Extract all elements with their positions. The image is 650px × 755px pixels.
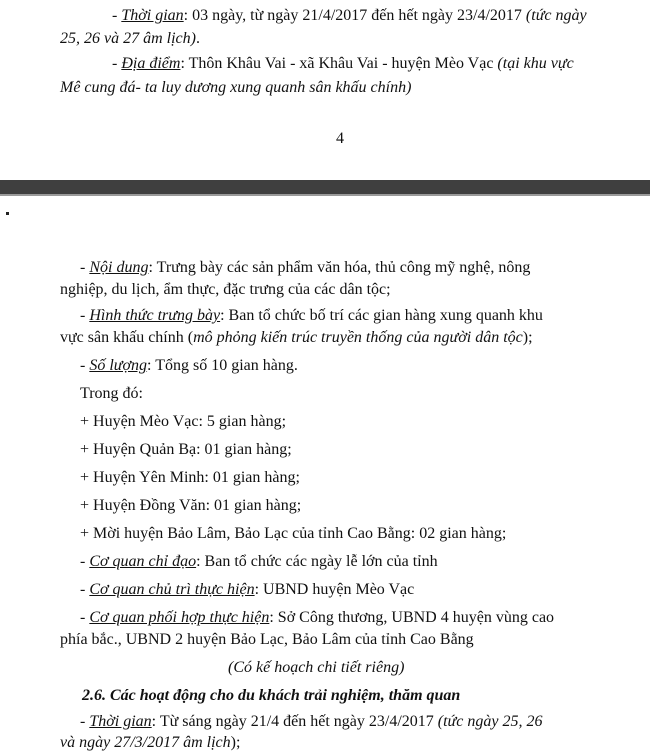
district-item: + Huyện Yên Minh: 01 gian hàng;	[80, 469, 300, 486]
quantity-line: - Số lượng: Tổng số 10 gian hàng.	[80, 357, 298, 374]
district-item: + Huyện Đồng Văn: 01 gian hàng;	[80, 497, 302, 514]
content-label: Nội dung	[89, 259, 149, 276]
time-label: Thời gian	[121, 7, 184, 24]
display-line-2: vực sân khấu chính (mô phỏng kiến trúc truyền thống của người dân tộc);	[60, 329, 533, 346]
district-item: + Huyện Mèo Vạc: 5 gian hàng;	[80, 413, 287, 430]
display-label: Hình thức trưng bày	[89, 307, 221, 324]
executing-label: Cơ quan chủ trì thực hiện	[89, 581, 255, 598]
directing-label: Cơ quan chỉ đạo	[89, 553, 197, 570]
section-heading: 2.6. Các hoạt động cho du khách trải nghiệm, thăm quan	[82, 687, 461, 704]
page-divider	[0, 180, 650, 194]
content-line-2: nghiệp, du lịch, ẩm thực, đặc trưng của các dân tộc;	[60, 281, 391, 298]
district-item: + Mời huyện Bảo Lâm, Bảo Lạc của tỉnh Cao Bằng: 02 gian hàng;	[80, 525, 507, 542]
coordinating-label: Cơ quan phối hợp thực hiện	[89, 609, 270, 626]
district-item: + Huyện Quản Bạ: 01 gian hàng;	[80, 441, 292, 458]
coordinating-line-1: - Cơ quan phối hợp thực hiện: Sở Công thương, UBND 4 huyện vùng cao	[80, 609, 555, 626]
margin-dot	[6, 212, 9, 215]
time2-line-2: và ngày 27/3/2017 âm lịch);	[60, 734, 241, 751]
place-line-1: - Địa điểm: Thôn Khâu Vai - xã Khâu Vai - huyện Mèo Vạc (tại khu vực	[112, 55, 574, 72]
quantity-label: Số lượng	[89, 357, 148, 374]
time2-label: Thời gian	[89, 713, 152, 730]
place-label: Địa điểm	[121, 55, 181, 72]
display-line-1: - Hình thức trưng bày: Ban tổ chức bố trí các gian hàng xung quanh khu	[80, 307, 543, 324]
plan-note: (Có kế hoạch chi tiết riêng)	[228, 659, 405, 676]
place-line-2: Mê cung đá- ta luy dương xung quanh sân khấu chính)	[60, 79, 412, 96]
time2-line-1: - Thời gian: Từ sáng ngày 21/4 đến hết ngày 23/4/2017 (tức ngày 25, 26	[80, 713, 543, 730]
executing-line: - Cơ quan chủ trì thực hiện: UBND huyện Mèo Vạc	[80, 581, 415, 598]
among-line: Trong đó:	[80, 385, 143, 402]
content-line-1: - Nội dung: Trưng bày các sản phẩm văn hóa, thủ công mỹ nghệ, nông	[80, 259, 531, 276]
time-line-2: 25, 26 và 27 âm lịch).	[60, 30, 200, 47]
directing-line: - Cơ quan chỉ đạo: Ban tổ chức các ngày lễ lớn của tỉnh	[80, 553, 438, 570]
coordinating-line-2: phía bắc., UBND 2 huyện Bảo Lạc, Bảo Lâm của tỉnh Cao Bằng	[60, 631, 474, 648]
time-line-1: - Thời gian: 03 ngày, từ ngày 21/4/2017 đến hết ngày 23/4/2017 (tức ngày	[112, 7, 587, 24]
page-number: 4	[336, 130, 344, 147]
